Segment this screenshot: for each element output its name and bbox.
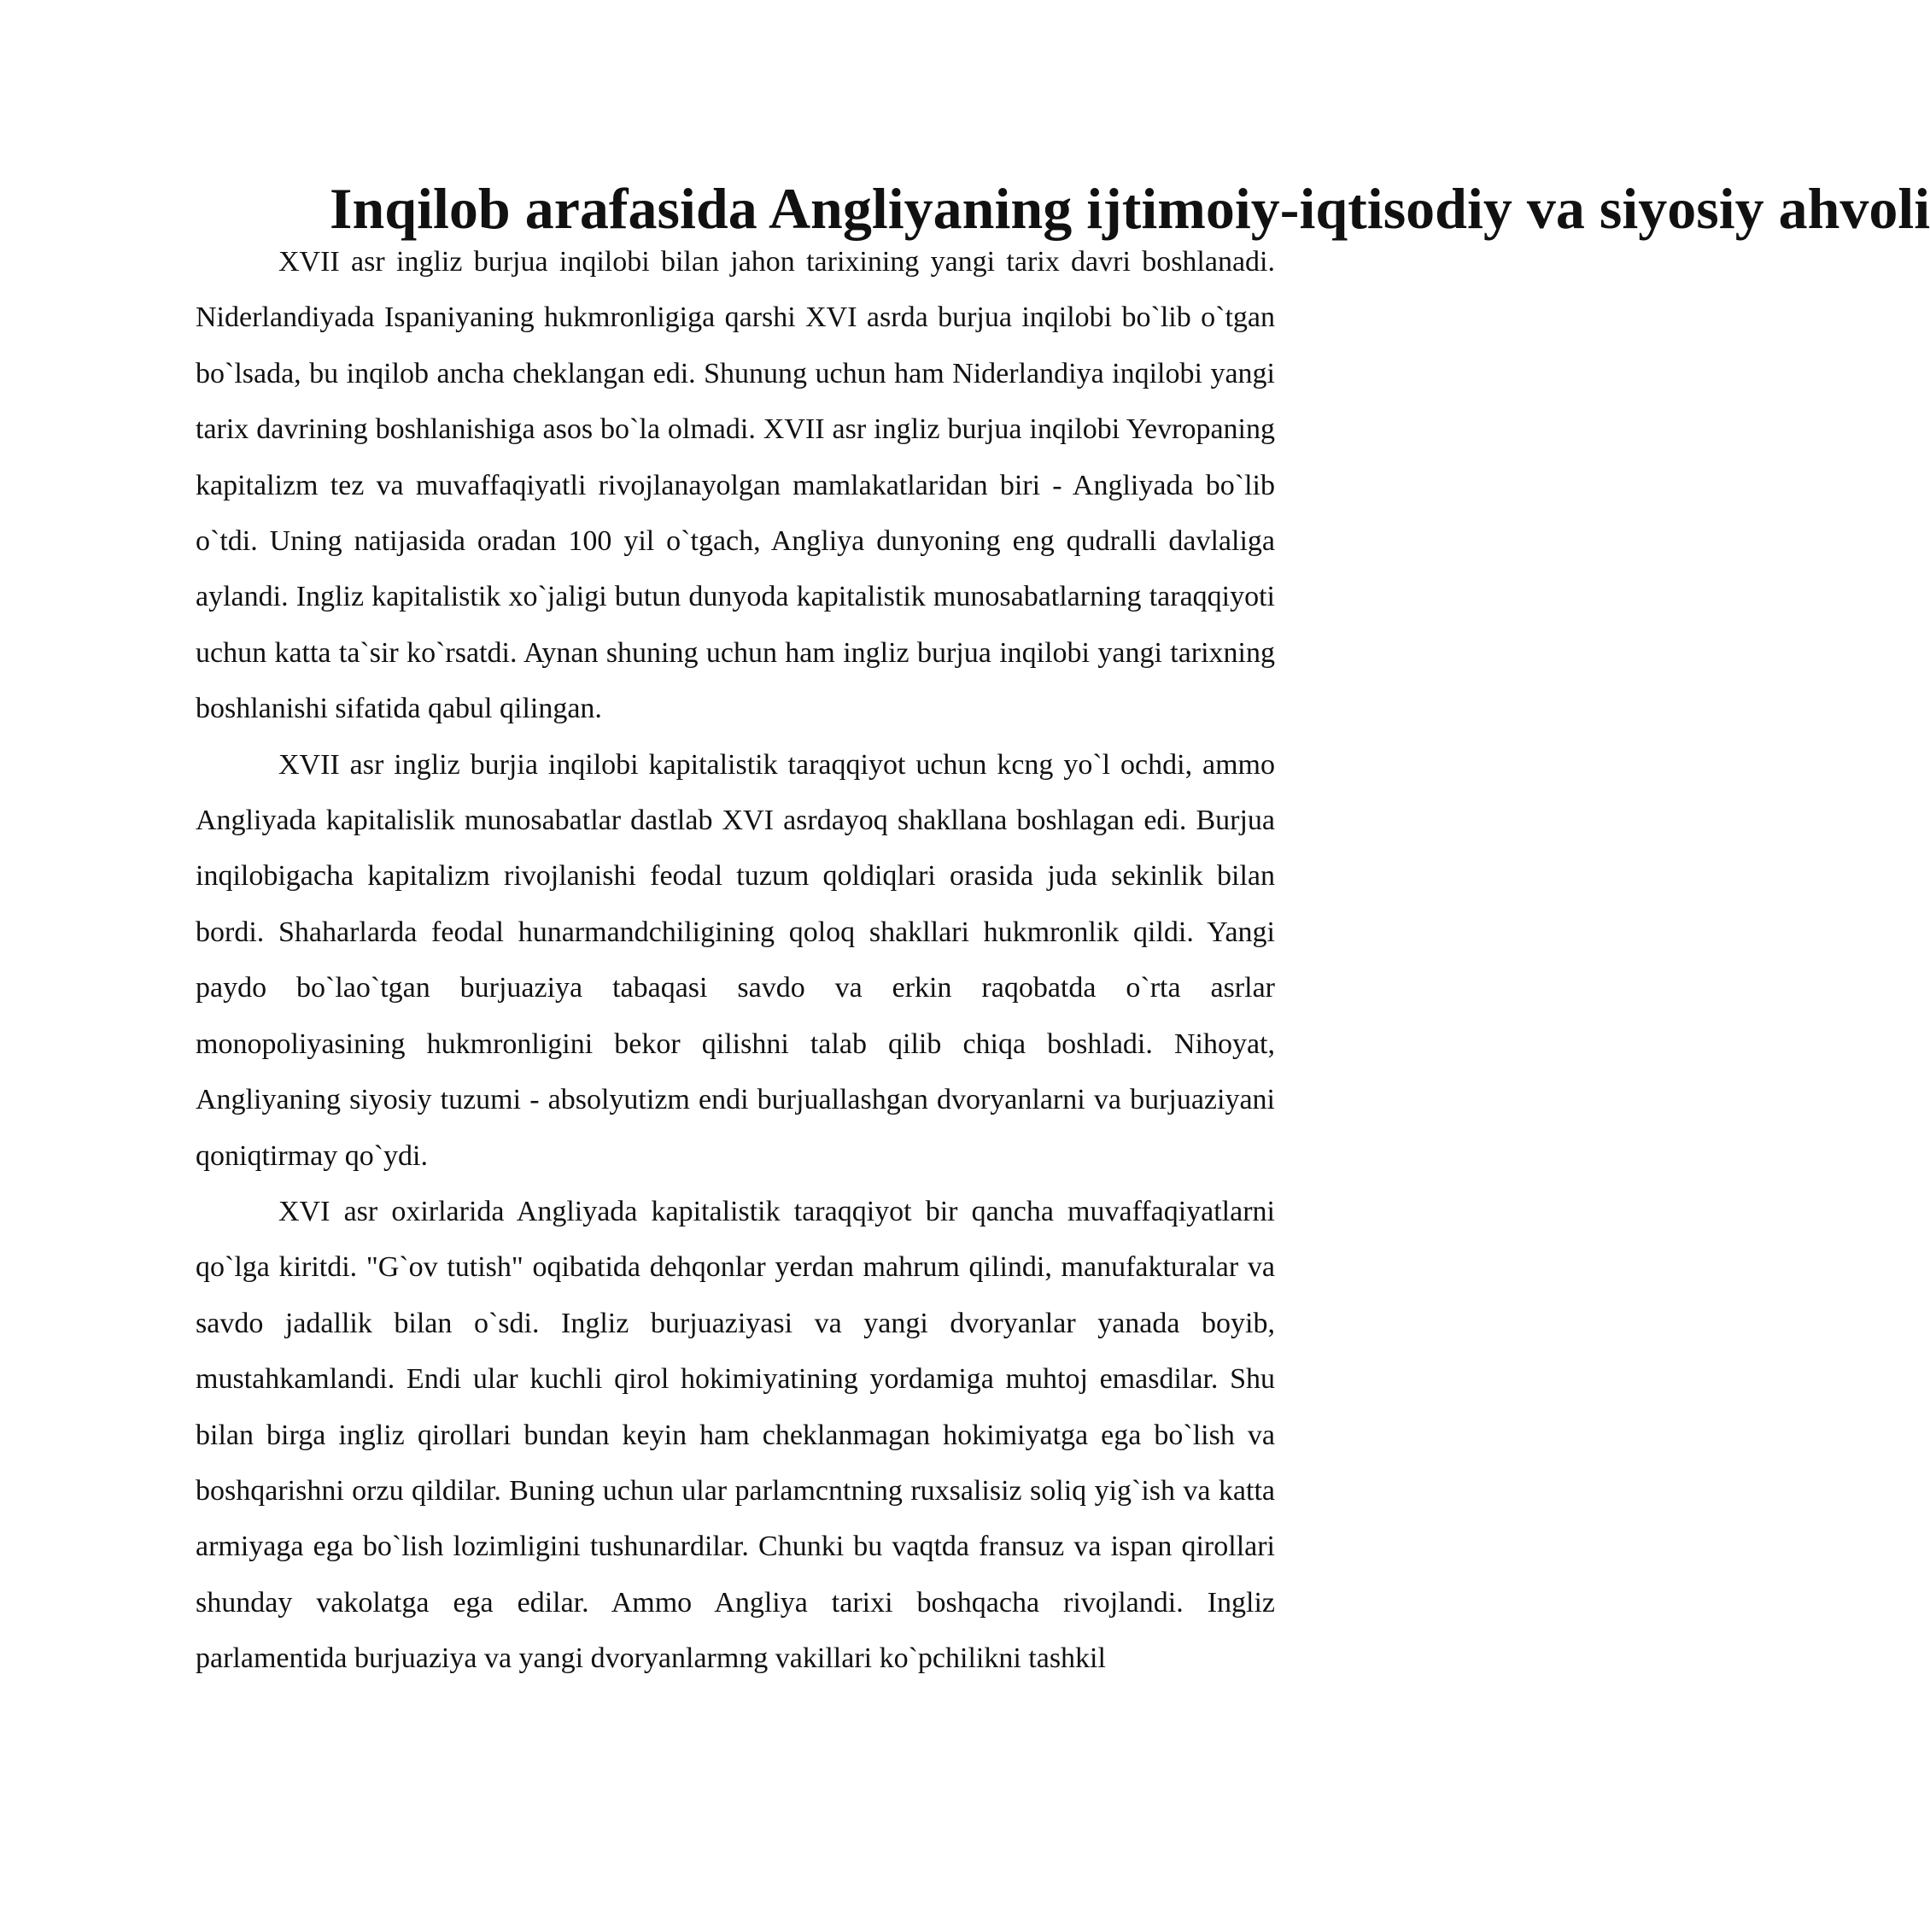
document-title: Inqilob arafasida Angliyaning ijtimoiy-iqtisodiy va siyosiy ahvoli: [330, 176, 1930, 241]
paragraph-2: XVII asr ingliz burjia inqilobi kapitalistik taraqqiyot uchun kcng yo`l ochdi, ammo Angliyada kapitalislik munosabatlar dastlab XVI asrdayoq shakllana boshlagan edi. Burjua inqilobigacha kapitalizm rivojlanishi feodal tuzum qoldiqlari orasida juda sekinlik bilan bordi. Shaharlarda feodal hunarmandchiligining qoloq shakllari hukmronlik qildi. Yangi paydo bo`lao`tgan burjuaziya tabaqasi savdo va erkin raqobatda o`rta asrlar monopoliyasining hukmronligini bekor qilishni talab qilib chiqa boshladi. Nihoyat, Angliyaning siyosiy tuzumi - absolyutizm endi burjuallashgan dvoryanlarni va burjuaziyani qoniqtirmay qo`ydi.: [196, 748, 1275, 1172]
document-page: [196, 176, 1930, 1687]
paragraph-3: XVI asr oxirlarida Angliyada kapitalistik taraqqiyot bir qancha muvaffaqiyatlarni qo`lga kiritdi. "G`ov tutish" oqibatida dehqonlar yerdan mahrum qilindi, manufakturalar va savdo jadallik bilan o`sdi. Ingliz burjuaziyasi va yangi dvoryanlar yanada boyib, mustahkamlandi. Endi ular kuchli qirol hokimiyatining yordamiga muhtoj emasdilar. Shu bilan birga ingliz qirollari bundan keyin ham cheklanmagan hokimiyatga ega bo`lish va boshqarishni orzu qildilar. Buning uchun ular parlamcntning ruxsalisiz soliq yig`ish va katta armiyaga ega bo`lish lozimligini tushunardilar. Chunki bu vaqtda fransuz va ispan qirollari shunday vakolatga ega edilar. Ammo Angliya tarixi boshqacha rivojlandi. Ingliz parlamentida burjuaziya va yangi dvoryanlarmng vakillari ko`pchilikni tashkil: [196, 1195, 1275, 1675]
paragraph-1: XVII asr ingliz burjua inqilobi bilan jahon tarixining yangi tarix davri boshlanadi. Niderlandiyada Ispaniyaning hukmronligiga qarshi XVI asrda burjua inqilobi bo`lib o`tgan bo`lsada, bu inqilob ancha cheklangan edi. Shunung uchun ham Niderlandiya inqilobi yangi tarix davrining boshlanishiga asos bo`la olmadi. XVII asr ingliz burjua inqilobi Yevropaning kapitalizm tez va muvaffaqiyatli rivojlanayolgan mamlakatlaridan biri - Angliyada bo`lib o`tdi. Uning natijasida oradan 100 yil o`tgach, Angliya dunyoning eng qudralli davlaliga aylandi. Ingliz kapitalistik xo`jaligi butun dunyoda kapitalistik munosabatlarning taraqqiyoti uchun katta ta`sir ko`rsatdi. Aynan shuning uchun ham ingliz burjua inqilobi yangi tarixning boshlanishi sifatida qabul qilingan.: [196, 246, 1275, 725]
